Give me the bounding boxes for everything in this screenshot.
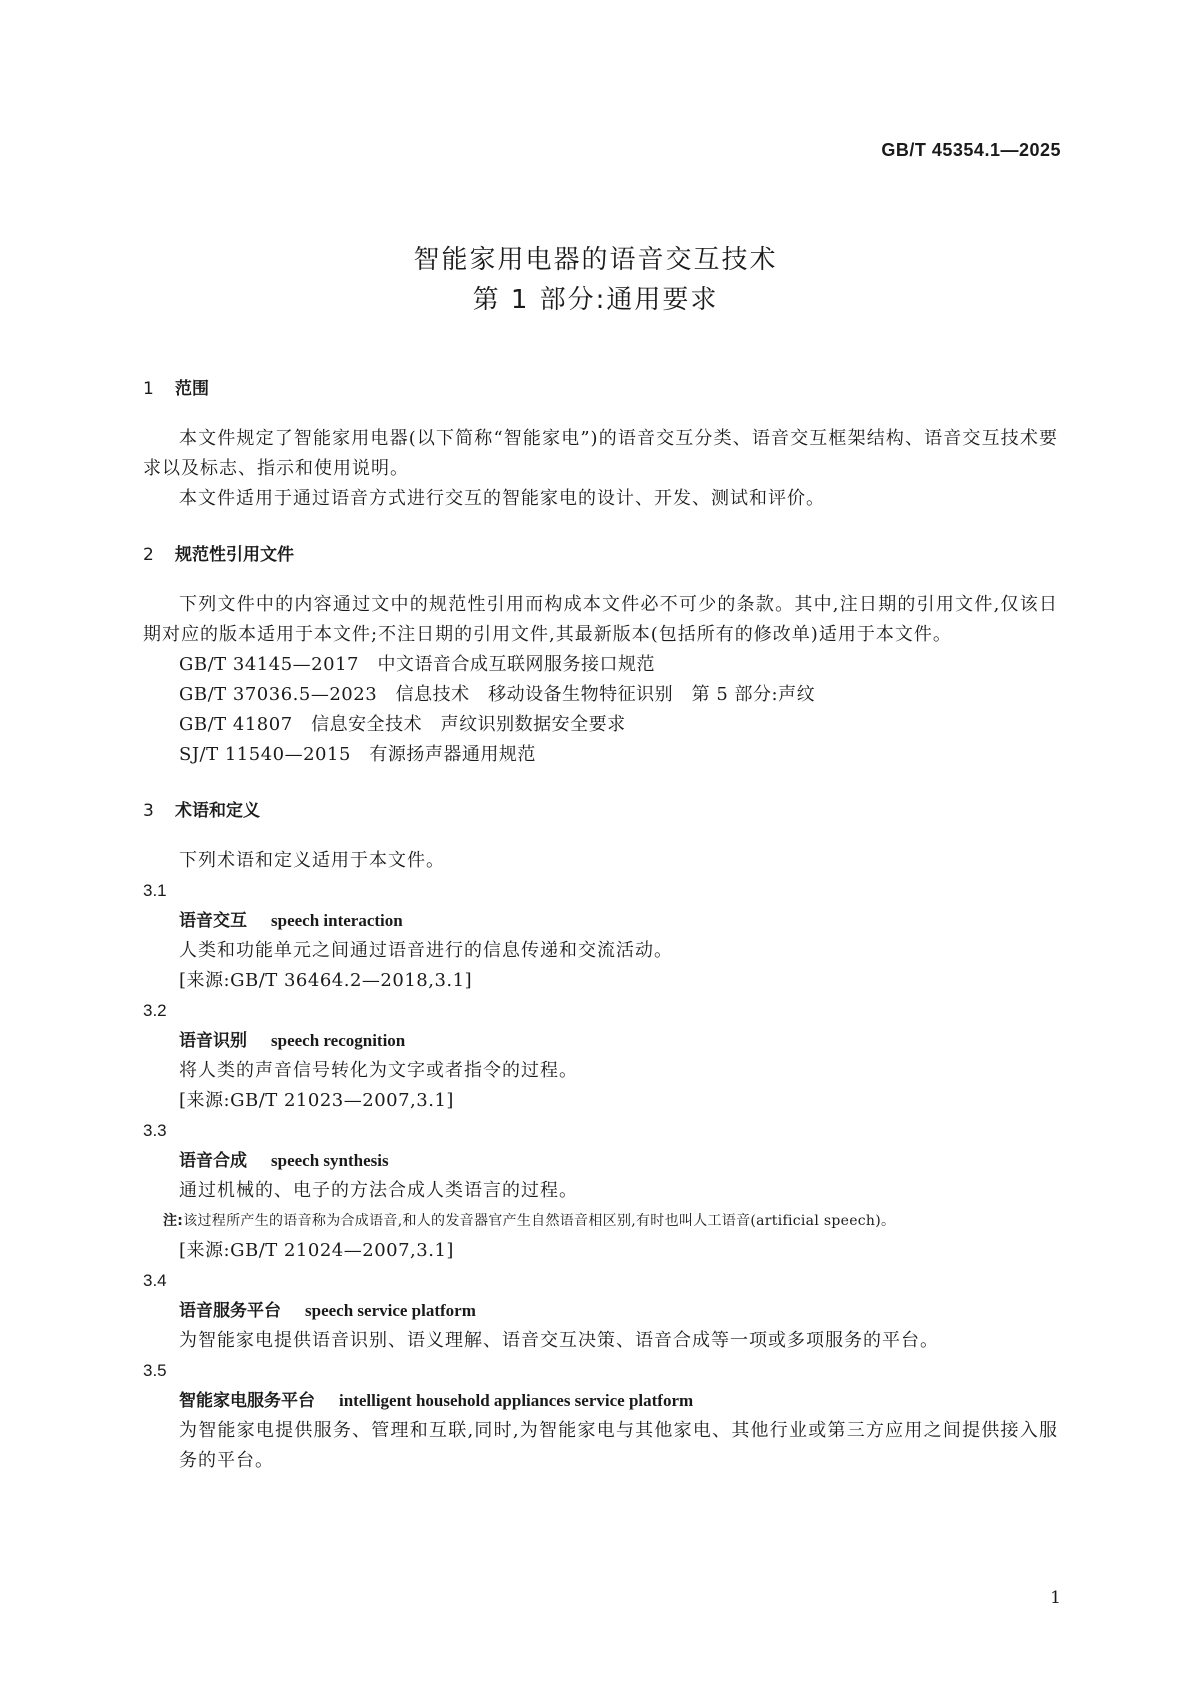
term-name <box>143 1296 1058 1326</box>
term-name-cn: 语音服务平台 <box>179 1301 281 1321</box>
section-number: 2 <box>143 545 154 565</box>
term-source: [来源:GB/T 21023—2007,3.1] <box>179 1090 454 1111</box>
term-definition: 将人类的声音信号转化为文字或者指令的过程。 <box>179 1060 578 1081</box>
title-line-1: 智能家用电器的语音交互技术 <box>413 245 778 275</box>
term-name-en: speech interaction <box>271 911 403 930</box>
term-number: 3.3 <box>143 1121 167 1140</box>
term-name-en: speech service platform <box>305 1301 476 1320</box>
term-name-en: speech synthesis <box>271 1151 389 1170</box>
section-heading-references <box>143 540 1058 570</box>
term-number: 3.4 <box>143 1271 167 1290</box>
term-name-cn: 语音识别 <box>179 1031 247 1051</box>
term-name-cn: 智能家电服务平台 <box>179 1391 315 1411</box>
term-definition: 通过机械的、电子的方法合成人类语言的过程。 <box>179 1180 578 1201</box>
term-number: 3.1 <box>143 881 167 900</box>
term-definition: 为智能家电提供服务、管理和互联,同时,为智能家电与其他家电、其他行业或第三方应用之间提供接入服务的平台。 <box>179 1420 1058 1471</box>
reference-item: SJ/T 11540—2015 有源扬声器通用规范 <box>179 744 536 765</box>
term-name <box>143 906 1058 936</box>
term-source: [来源:GB/T 36464.2—2018,3.1] <box>179 970 473 991</box>
section-title: 范围 <box>175 379 209 399</box>
term-definition: 人类和功能单元之间通过语音进行的信息传递和交流活动。 <box>179 940 673 961</box>
references-intro: 下列文件中的内容通过文中的规范性引用而构成本文件必不可少的条款。其中,注日期的引用文件,仅该日期对应的版本适用于本文件;不注日期的引用文件,其最新版本(包括所有的修改单)适用于本文件。 <box>143 594 1058 645</box>
scope-paragraph-2: 本文件适用于通过语音方式进行交互的智能家电的设计、开发、测试和评价。 <box>179 488 825 509</box>
document-title <box>0 240 1191 320</box>
title-line-2: 第 1 部分:通用要求 <box>472 285 719 315</box>
term-name <box>143 1146 1058 1176</box>
section-title: 规范性引用文件 <box>175 545 294 565</box>
terms-intro: 下列术语和定义适用于本文件。 <box>179 850 445 871</box>
term-note <box>143 1206 1058 1236</box>
standard-number: GB/T 45354.1—2025 <box>881 140 1061 160</box>
term-name <box>143 1386 1058 1416</box>
section-number: 1 <box>143 379 154 399</box>
note-text: 该过程所产生的语音称为合成语音,和人的发音器官产生自然语音相区别,有时也叫人工语音(artificial speech)。 <box>183 1213 896 1229</box>
term-number: 3.2 <box>143 1001 167 1020</box>
scope-paragraph-1: 本文件规定了智能家用电器(以下简称“智能家电”)的语音交互分类、语音交互框架结构、语音交互技术要求以及标志、指示和使用说明。 <box>143 428 1058 479</box>
term-name-cn: 语音交互 <box>179 911 247 931</box>
term-definition: 为智能家电提供语音识别、语义理解、语音交互决策、语音合成等一项或多项服务的平台。 <box>179 1330 939 1351</box>
reference-item: GB/T 34145—2017 中文语音合成互联网服务接口规范 <box>179 654 655 675</box>
section-heading-scope <box>143 374 1058 404</box>
page-number: 1 <box>1050 1588 1061 1608</box>
term-name <box>143 1026 1058 1056</box>
term-name-en: intelligent household appliances service platform <box>339 1391 694 1410</box>
section-title: 术语和定义 <box>175 801 260 821</box>
reference-item: GB/T 37036.5—2023 信息技术 移动设备生物特征识别 第 5 部分:声纹 <box>179 684 816 705</box>
term-name-en: speech recognition <box>271 1031 406 1050</box>
document-body <box>143 374 1058 1476</box>
section-number: 3 <box>143 801 154 821</box>
term-source: [来源:GB/T 21024—2007,3.1] <box>179 1240 454 1261</box>
term-name-cn: 语音合成 <box>179 1151 247 1171</box>
note-label: 注: <box>163 1213 184 1229</box>
term-number: 3.5 <box>143 1361 167 1380</box>
section-heading-terms <box>143 796 1058 826</box>
reference-item: GB/T 41807 信息安全技术 声纹识别数据安全要求 <box>179 714 626 735</box>
